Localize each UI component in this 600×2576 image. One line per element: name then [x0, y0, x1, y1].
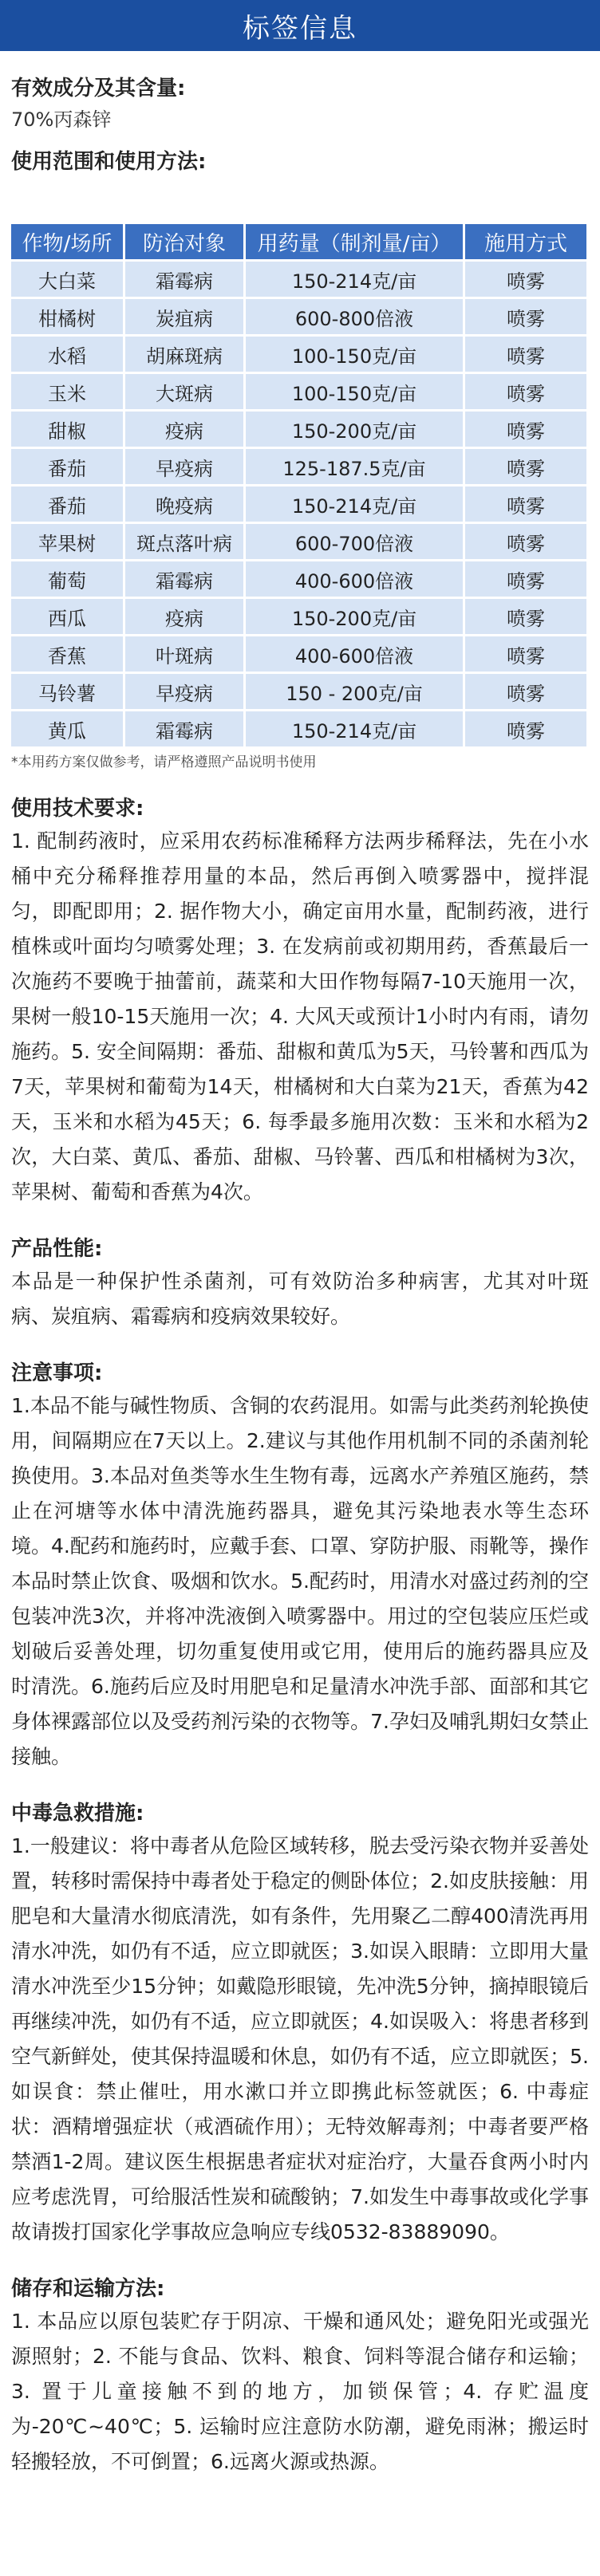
method-cell: 喷雾 [465, 262, 586, 297]
method-cell: 喷雾 [465, 599, 586, 634]
dosage-cell: 150-200克/亩 [246, 412, 463, 447]
table-row [11, 561, 586, 597]
method-cell: 喷雾 [465, 412, 586, 447]
tech-text: 1. 配制药液时，应采用农药标准稀释方法两步稀释法，先在小水桶中充分稀释推荐用量的本品，然后再倒入喷雾器中，搅拌混匀，即配即用；2. 据作物大小，确定亩用水量，配制药液，进行植株或叶面均匀喷雾处理；3. 在发病前或初期用药，香蕉最后一次施药不要晚于抽蕾前，蔬菜和大田作物每隔7-10天施用一次，果树一般10-15天施用一次；4. 大风天或预计1小时内有雨，请勿施药。5. 安全间隔期：番茄、甜椒和黄瓜为5天，马铃薯和西瓜为7天，苹果树和葡萄为14天，柑橘树和大白菜为21天，香蕉为42天，玉米和水稻为45天；6. 每季最多施用次数：玉米和水稻为2次，大白菜、黄瓜、番茄、甜椒、马铃薯、西瓜和柑橘树为3次，苹果树、葡萄和香蕉为4次。 [11, 829, 589, 1203]
table-row [11, 374, 586, 409]
method-cell: 喷雾 [465, 337, 586, 372]
crop-cell: 马铃薯 [11, 674, 123, 709]
dosage-cell: 600-800倍液 [246, 299, 463, 334]
table-row [11, 449, 586, 484]
dosage-cell: 100-150克/亩 [246, 374, 463, 409]
target-cell: 大斑病 [125, 374, 243, 409]
usage-table-body [11, 262, 586, 746]
target-cell: 叶斑病 [125, 636, 243, 672]
target-cell: 早疫病 [125, 449, 243, 484]
crop-cell: 葡萄 [11, 561, 123, 597]
usage-section [11, 147, 589, 773]
target-cell: 疫病 [125, 412, 243, 447]
storage-text: 1. 本品应以原包装贮存于阴凉、干燥和通风处；避免阳光或强光源照射；2. 不能与食品、饮料、粮食、饲料等混合储存和运输；3. 置于儿童接触不到的地方，加锁保管；4. 存贮温度为-20℃~40℃；5. 运输时应注意防水防潮，避免雨淋；搬运时轻搬轻放，不可倒置；6.远离火源或热源。 [11, 2310, 589, 2473]
dosage-cell: 150-200克/亩 [246, 599, 463, 634]
crop-cell: 玉米 [11, 374, 123, 409]
crop-cell: 香蕉 [11, 636, 123, 672]
crop-cell: 甜椒 [11, 412, 123, 447]
target-cell: 斑点落叶病 [125, 524, 243, 559]
dosage-cell: 150 - 200克/亩 [246, 674, 463, 709]
dosage-cell: 400-600倍液 [246, 561, 463, 597]
table-row [11, 262, 586, 297]
precautions-section [11, 1358, 589, 1774]
table-row [11, 299, 586, 334]
target-cell: 胡麻斑病 [125, 337, 243, 372]
dosage-cell: 600-700倍液 [246, 524, 463, 559]
storage-section [11, 2274, 589, 2479]
table-row [11, 599, 586, 634]
active-ingredient-value: 70%丙森锌 [11, 108, 112, 131]
dosage-cell: 125-187.5克/亩 [246, 449, 463, 484]
crop-cell: 大白菜 [11, 262, 123, 297]
target-cell: 疫病 [125, 599, 243, 634]
target-cell: 早疫病 [125, 674, 243, 709]
precautions-heading: 注意事项: [11, 1361, 103, 1385]
first-aid-section [11, 1798, 589, 2250]
method-cell: 喷雾 [465, 449, 586, 484]
column-header-dosage: 用药量（制剂量/亩） [246, 224, 463, 259]
table-row [11, 486, 586, 522]
column-header-method: 施用方式 [465, 224, 586, 259]
method-cell: 喷雾 [465, 486, 586, 522]
usage-table-header-row [11, 224, 586, 259]
crop-cell: 番茄 [11, 449, 123, 484]
target-cell: 炭疽病 [125, 299, 243, 334]
label-content [0, 73, 600, 2479]
precautions-text: 1.本品不能与碱性物质、含铜的农药混用。如需与此类药剂轮换使用，间隔期应在7天以上。2.建议与其他作用机制不同的杀菌剂轮换使用。3.本品对鱼类等水生生物有毒，远离水产养殖区施药，禁止在河塘等水体中清洗施药器具，避免其污染地表水等生态环境。4.配药和施药时，应戴手套、口罩、穿防护服、雨靴等，操作本品时禁止饮食、吸烟和饮水。5.配药时，用清水对盛过药剂的空包装冲洗3次，并将冲洗液倒入喷雾器中。用过的空包装应压烂或划破后妥善处理，切勿重复使用或它用，使用后的施药器具应及时清洗。6.施药后应及时用肥皂和足量清水冲洗手部、面部和其它身体裸露部位以及受药剂污染的衣物等。7.孕妇及哺乳期妇女禁止接触。 [11, 1394, 589, 1768]
dosage-cell: 100-150克/亩 [246, 337, 463, 372]
page-title: 标签信息 [243, 12, 357, 45]
active-ingredient-heading: 有效成分及其含量: [11, 77, 186, 100]
crop-cell: 水稻 [11, 337, 123, 372]
table-row [11, 412, 586, 447]
performance-section [11, 1234, 589, 1334]
table-row [11, 636, 586, 672]
table-row [11, 711, 586, 746]
dosage-cell: 150-214克/亩 [246, 486, 463, 522]
column-header-target: 防治对象 [125, 224, 243, 259]
first-aid-heading: 中毒急救措施: [11, 1802, 144, 1826]
usage-table [9, 222, 589, 749]
method-cell: 喷雾 [465, 711, 586, 746]
tech-section [11, 794, 589, 1210]
active-ingredient-section [11, 73, 589, 136]
performance-text: 本品是一种保护性杀菌剂，可有效防治多种病害，尤其对叶斑病、炭疽病、霜霉病和疫病效果较好。 [11, 1270, 589, 1328]
target-cell: 霜霉病 [125, 561, 243, 597]
first-aid-text: 1.一般建议：将中毒者从危险区域转移，脱去受污染衣物并妥善处置，转移时需保持中毒者处于稳定的侧卧体位；2.如皮肤接触：用肥皂和大量清水彻底清洗，如有条件，先用聚乙二醇400清洗再用清水冲洗，如仍有不适，应立即就医；3.如误入眼睛：立即用大量清水冲洗至少15分钟；如戴隐形眼镜，先冲洗5分钟，摘掉眼镜后再继续冲洗，如仍有不适，应立即就医；4.如误吸入：将患者移到空气新鲜处，使其保持温暖和休息，如仍有不适，应立即就医；5.如误食：禁止催吐，用水漱口并立即携此标签就医；6. 中毒症状：酒精增强症状（戒酒硫作用）；无特效解毒剂；中毒者要严格禁酒1-2周。建议医生根据患者症状对症治疗，大量吞食两小时内应考虑洗胃，可给服活性炭和硫酸钠；7.如发生中毒事故或化学事故请拨打国家化学事故应急响应专线0532-83889090。 [11, 1834, 589, 2243]
header-bar [0, 0, 600, 51]
table-row [11, 674, 586, 709]
crop-cell: 黄瓜 [11, 711, 123, 746]
storage-heading: 储存和运输方法: [11, 2277, 165, 2301]
dosage-cell: 150-214克/亩 [246, 262, 463, 297]
method-cell: 喷雾 [465, 674, 586, 709]
crop-cell: 柑橘树 [11, 299, 123, 334]
target-cell: 霜霉病 [125, 262, 243, 297]
crop-cell: 苹果树 [11, 524, 123, 559]
method-cell: 喷雾 [465, 299, 586, 334]
method-cell: 喷雾 [465, 374, 586, 409]
tech-heading: 使用技术要求: [11, 797, 144, 821]
target-cell: 晚疫病 [125, 486, 243, 522]
table-row [11, 524, 586, 559]
usage-note: *本用药方案仅做参考，请严格遵照产品说明书使用 [11, 754, 317, 770]
crop-cell: 西瓜 [11, 599, 123, 634]
crop-cell: 番茄 [11, 486, 123, 522]
target-cell: 霜霉病 [125, 711, 243, 746]
method-cell: 喷雾 [465, 524, 586, 559]
method-cell: 喷雾 [465, 561, 586, 597]
column-header-crop: 作物/场所 [11, 224, 123, 259]
dosage-cell: 400-600倍液 [246, 636, 463, 672]
dosage-cell: 150-214克/亩 [246, 711, 463, 746]
performance-heading: 产品性能: [11, 1237, 103, 1261]
table-row [11, 337, 586, 372]
usage-heading: 使用范围和使用方法: [11, 150, 207, 174]
method-cell: 喷雾 [465, 636, 586, 672]
